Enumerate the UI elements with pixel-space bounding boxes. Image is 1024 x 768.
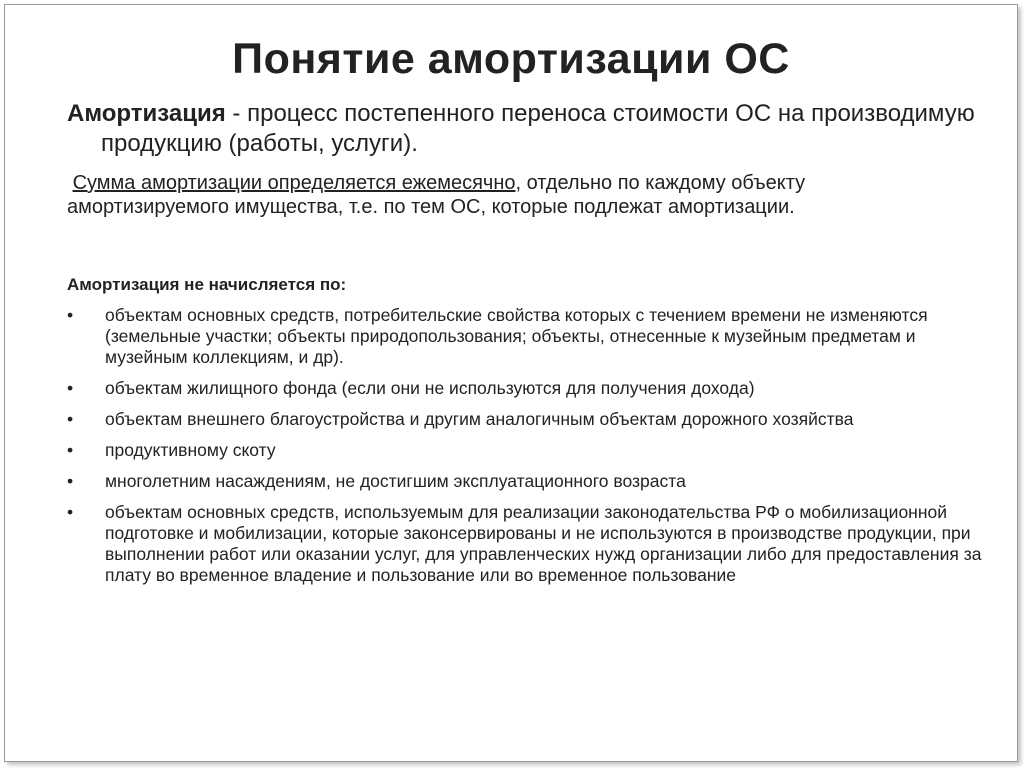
list-item — [67, 409, 987, 430]
list-item-text: объектам основных средств, потребительские свойства которых с течением времени не изменяются (земельные участки; объекты природопользования; объекты, отнесенные к музейным предметам и музейным коллекциям, и др). — [105, 305, 928, 367]
definition-term: Амортизация — [67, 100, 226, 127]
bullet-icon: • — [67, 471, 74, 491]
amortization-paragraph — [67, 171, 967, 219]
list-item-text: объектам внешнего благоустройства и другим аналогичным объектам дорожного хозяйства — [105, 409, 854, 429]
list-item — [67, 378, 987, 399]
slide-title: Понятие амортизации ОС — [232, 35, 790, 83]
paragraph-rest: , отдельно по каждому объекту амортизируемого имущества, т.е. по тем ОС, которые подлежат амортизации. — [67, 172, 806, 218]
paragraph-underlined: Сумма амортизации определяется ежемесячно — [72, 172, 516, 194]
bullet-icon: • — [67, 502, 74, 522]
list-item — [67, 502, 987, 586]
bullet-icon: • — [67, 305, 74, 325]
list-item — [67, 305, 987, 368]
definition — [67, 99, 981, 159]
bullet-icon: • — [67, 440, 74, 460]
slide — [4, 4, 1018, 762]
list-item-text: объектам основных средств, используемым для реализации законодательства РФ о мобилизационной подготовке и мобилизации, которые законсервированы и не используются в производстве продукции, при выполнении работ или оказании услуг, для управленческих нужд организации либо для предоставления за плату во временное владение и пользование или во временное пользование — [105, 502, 982, 585]
list-heading: Амортизация не начисляется по: — [67, 275, 347, 294]
bullet-icon: • — [67, 378, 74, 398]
definition-text: - процесс постепенного переноса стоимости ОС на производимую продукцию (работы, услуги). — [101, 100, 975, 157]
bullet-icon: • — [67, 409, 74, 429]
list-item — [67, 471, 987, 492]
list-item — [67, 440, 987, 461]
exclusion-list — [67, 305, 987, 596]
list-item-text: многолетним насаждениям, не достигшим эксплуатационного возраста — [105, 471, 686, 491]
list-item-text: продуктивному скоту — [105, 440, 276, 460]
list-item-text: объектам жилищного фонда (если они не используются для получения дохода) — [105, 378, 755, 398]
